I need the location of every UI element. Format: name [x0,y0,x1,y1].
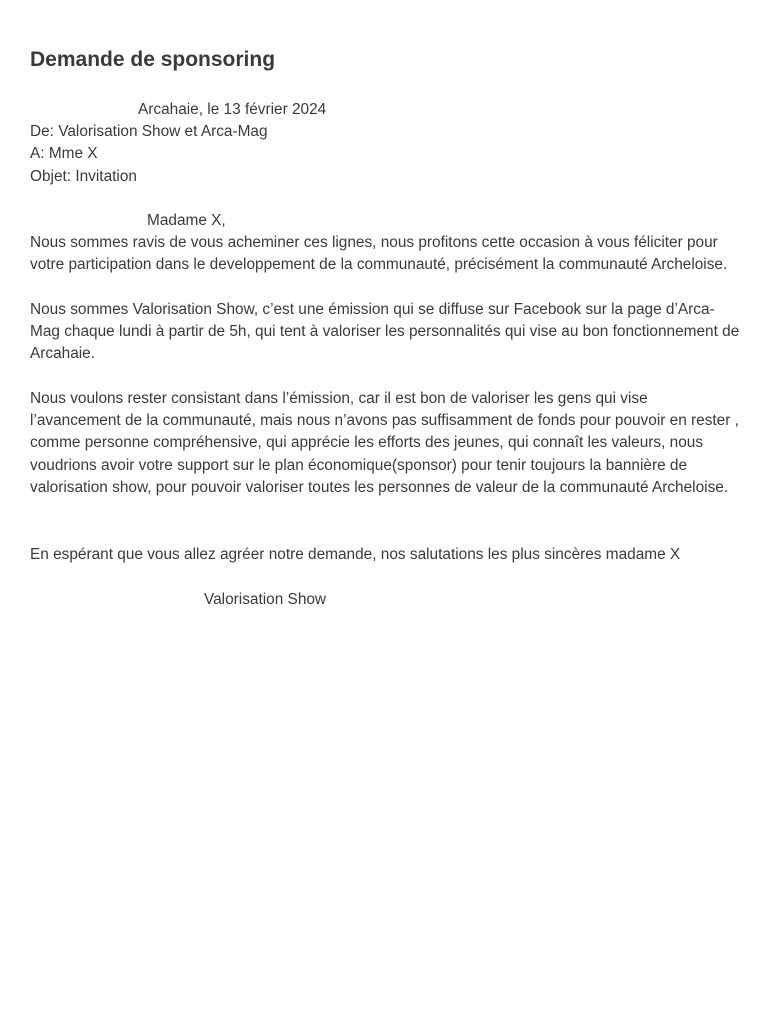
body-paragraph-2: Nous sommes Valorisation Show, c’est une émission qui se diffuse sur Facebook sur la page d’Arca-Mag chaque lundi à partir de 5h, qui tent à valoriser les personnalités qui vise au bon fonctionnement de Arcahaie. [30,301,740,363]
body-paragraph-3: Nous voulons rester consistant dans l’émission, car il est bon de valoriser les gens qui vise l’avancement de la communauté, mais nous n’avons pas suffisamment de fonds pour pouvoir en rester , comme personne compréhensive, qui apprécie les efforts des jeunes, qui connaît les valeurs, nous voudrions avoir votre support sur le plan économique(sponsor) pour tenir toujours la bannière de valorisation show, pour pouvoir valoriser toutes les personnes de valeur de la communauté Archeloise. [30,390,739,496]
subject-line: Objet: Invitation [30,168,137,185]
signature: Valorisation Show [204,591,327,608]
sender-line: De: Valorisation Show et Arca-Mag [30,123,268,140]
body-paragraph-1: Nous sommes ravis de vous acheminer ces lignes, nous profitons cette occasion à vous féliciter pour votre participation dans le developpement de la communauté, précisément la communauté Archeloise. [30,234,728,274]
recipient-line: A: Mme X [30,145,98,162]
document-title: Demande de sponsoring [30,48,276,71]
closing-line: En espérant que vous allez agréer notre demande, nos salutations les plus sincères madame X [30,546,681,563]
date-line: Arcahaie, le 13 février 2024 [138,101,327,118]
salutation: Madame X, [147,212,226,229]
